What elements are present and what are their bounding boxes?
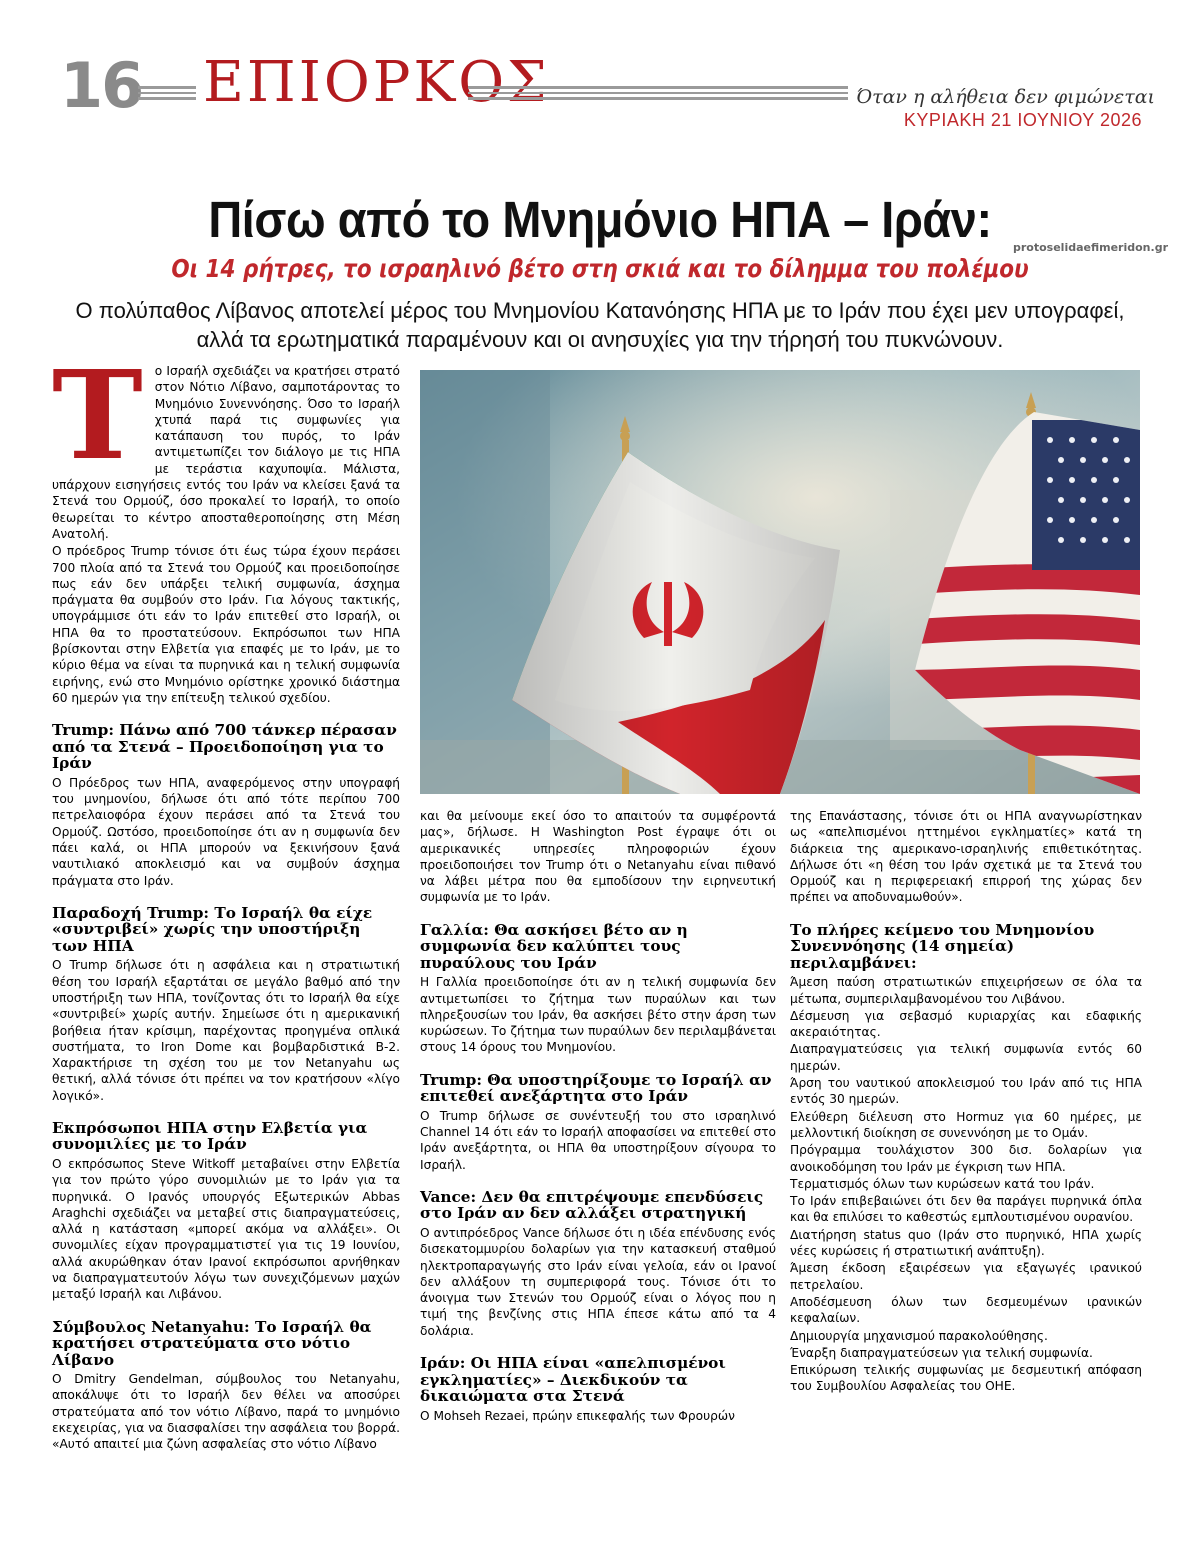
- source-watermark: protoselidaefimeridon.gr: [1013, 241, 1168, 254]
- flags-photo: [420, 370, 1140, 794]
- list-item: Το Ιράν επιβεβαιώνει ότι δεν θα παράγει πυρηνικά όπλα και θα επιλύσει το καθεστώς εμπλουτισμένου ουρανίου.: [790, 1194, 1142, 1225]
- list-item: Άρση του ναυτικού αποκλεισμού του Ιράν από τις ΗΠΑ εντός 30 ημερών.: [790, 1076, 1142, 1107]
- issue-date: ΚΥΡΙΑΚΗ 21 ΙΟΥΝΙΟΥ 2026: [903, 110, 1142, 130]
- article-title: Πίσω από το Μνημόνιο ΗΠΑ – Ιράν:: [208, 191, 992, 248]
- header-rule-left: [138, 86, 196, 100]
- section-heading: Γαλλία: Θα ασκήσει βέτο αν η συμφωνία δεν καλύπτει τους πυραύλους του Ιράν: [420, 920, 688, 972]
- section-heading: Παραδοχή Trump: Το Ισραήλ θα είχε «συντριβεί» χωρίς την υποστήριξη των ΗΠΑ: [52, 903, 373, 955]
- intro-paragraph: ο Ισραήλ σχεδιάζει να κρατήσει στρατό στον Νότιο Λίβανο, σαμποτάροντας το Μνημόνιο Συνεννόησης. Όσο το Ισραήλ χτυπά παρά τις συμφωνίες για κατάπαυση του πυρός, το Ιράν αντιμετωπίζει τον διάλογο με τις ΗΠΑ με τεράστια καχυποψία. Μάλιστα, υπάρχουν εισηγήσεις εντός του Ιράν να κλείσει ξανά τα Στενά του Ορμούζ, όσο προκαλεί το Ισραήλ, το οποίο θεωρείται το κέντρο αποσταθεροποίησης στη Μέση Ανατολή.: [52, 364, 400, 541]
- list-item: Τερματισμός όλων των κυρώσεων κατά του Ιράν.: [790, 1176, 1095, 1191]
- section-text: Ο Trump δήλωσε σε συνέντευξή του στο ισραηλινό Channel 14 ότι εάν το Ισραήλ αποφασίσει να επιτεθεί στο Ιράν ανεξάρτητα, οι ΗΠΑ θα υποστηρίξουν σίγουρα το Ισραήλ.: [420, 1108, 776, 1172]
- section-text-continued: της Επανάστασης, τόνισε ότι οι ΗΠΑ αναγνωρίστηκαν ως «απελπισμένοι ηττημένοι εγκληματίες» κατά τη διάρκεια της αμερικανο-ισραηλινής επιθετικότητας. Δήλωσε ότι «η θέση του Ιράν σχετικά με τα Στενά του Ορμούζ και η περιφερειακή επιρροή της χώρας δεν πρέπει να αποδυναμωθούν».: [790, 809, 1142, 905]
- list-item: Δέσμευση για σεβασμό κυριαρχίας και εδαφικής ακεραιότητας.: [790, 1008, 1142, 1040]
- section-text: Ο Trump δήλωσε ότι η ασφάλεια και η στρατιωτική θέση του Ισραήλ εξαρτάται σε μεγάλο βαθμό από την υποστήριξη των ΗΠΑ, τονίζοντας ότι το Ισραήλ θα είχε «συντριβεί» χωρίς αυτήν. Σημείωσε ότι η αμερικανική βοήθεια ήταν κρίσιμη, παρέχοντας προηγμένα οπλικά συστήματα, το Iron Dome και βομβαρδιστικά Β-2. Χαρακτήρισε τη σχέση του με τον Netanyahu ως θετική, αλλά τόνισε ότι πρέπει να τον κρατήσουν «λίγο λογικό».: [52, 958, 400, 1103]
- section-text: Ο αντιπρόεδρος Vance δήλωσε ότι η ιδέα επένδυσης ενός δισεκατομμυρίου δολαρίων για την κατασκευή σταθμού ηλεκτροπαραγωγής στο Ιράν είναι γελοία, εάν οι Ιρανοί δεν αλλάξουν τη συμπεριφορά τους. Τόνισε ότι το άνοιγμα των Στενών του Ορμούζ είναι ο λόγος που η τιμή της βενζίνης στις ΗΠΑ έπεσε κάτω από τα 4 δολάρια.: [420, 1225, 776, 1338]
- section-text: Ο Dmitry Gendelman, σύμβουλος του Netanyahu, αποκάλυψε ότι το Ισραήλ δεν θέλει να αποσύρει στρατεύματα από τον νότιο Λίβανο, παρά το μνημόνιο εκεχειρίας, για να διασφαλίσει την ασφάλεια του βορρά. «Αυτό απαιτεί μια ζώνη ασφαλείας στο νότιο Λίβανο: [52, 1372, 400, 1452]
- drop-cap: Τ: [52, 343, 143, 487]
- section-text: Ο Mohseh Rezaei, πρώην επικεφαλής των Φρουρών: [420, 1408, 735, 1423]
- section-heading: Εκπρόσωποι ΗΠΑ στην Ελβετία για συνομιλίες με το Ιράν: [52, 1118, 368, 1154]
- motto: Όταν η αλήθεια δεν φιμώνεται: [856, 86, 1155, 108]
- section-heading: Trump: Θα υποστηρίξουμε το Ισραήλ αν επιτεθεί ανεξάρτητα στο Ιράν: [420, 1070, 772, 1106]
- list-item: Δημιουργία μηχανισμού παρακολούθησης.: [790, 1328, 1048, 1343]
- list-item: Επικύρωση τελικής συμφωνίας με δεσμευτική απόφαση του Συμβουλίου Ασφαλείας του ΟΗΕ.: [790, 1363, 1142, 1394]
- memorandum-points-list: [790, 974, 1142, 1394]
- intro-paragraph: Ο πρόεδρος Trump τόνισε ότι έως τώρα έχουν περάσει 700 πλοία από τα Στενά του Ορμούζ και προειδοποίησε πως εάν δεν υπάρξει τελική συμφωνία, άσχημα πράγματα θα συμβούν στο Ιράν. Για λόγους τακτικής, υπογράμμισε ότι εάν το Ιράν επιτεθεί στο Ισραήλ, οι ΗΠΑ θα το προστατεύσουν. Εκπρόσωποι των ΗΠΑ βρίσκονται στην Ελβετία για επαφές με το Ιράν, με το κύριο θέμα να είναι τα πυρηνικά και η τελική συμφωνία ειρήνης, ενώ στο Μνημόνιο ορίστηκε χρονικό διάστημα 60 ημερών για την επίτευξη τελικού σχεδίου.: [52, 544, 400, 705]
- section-heading: Σύμβουλος Netanyahu: Το Ισραήλ θα κρατήσει στρατεύματα στο νότιο Λίβανο: [52, 1317, 372, 1369]
- list-item: Αποδέσμευση όλων των δεσμευμένων ιρανικών κεφαλαίων.: [790, 1294, 1142, 1326]
- list-item: Άμεση έκδοση εξαιρέσεων για εξαγωγές ιρανικού πετρελαίου.: [790, 1261, 1142, 1292]
- list-item: Διατήρηση status quo (Ιράν στο πυρηνικό, ΗΠΑ χωρίς νέες κυρώσεις ή στρατιωτική ανάπτυξη).: [790, 1227, 1142, 1259]
- section-text-continued: και θα μείνουμε εκεί όσο το απαιτούν τα συμφέροντά μας», δήλωσε. Η Washington Post έγραψε ότι οι αμερικανικές υπηρεσίες πληροφοριών έχουν προειδοποιήσει τον Trump ότι ο Netanyahu είναι πιθανό να λάβει μέτρα που θα εμποδίσουν την ειρηνευτική συμφωνία με το Ιράν.: [420, 809, 776, 905]
- section-text: Ο εκπρόσωπος Steve Witkoff μεταβαίνει στην Ελβετία για τον πρώτο γύρο συνομιλιών με το Ιράν για τα πυρηνικά. Ο Ιρανός υπουργός Εξωτερικών Abbas Araghchi σχεδιάζει να μεταβεί στις διαπραγματεύσεις, αλλά η κατάσταση «μπορεί ακόμα να αλλάξει». Οι συνομιλίες είχαν προγραμματιστεί για τις 19 Ιουνίου, αλλά ακυρώθηκαν όταν Ιρανοί εκπρόσωποι αρνήθηκαν να διαπραγματευτούν λόγω των συνεχιζόμενων μαχών μεταξύ Ισραήλ και Λιβάνου.: [52, 1156, 400, 1302]
- page-number: 16: [60, 49, 143, 122]
- article-subtitle: Οι 14 ρήτρες, το ισραηλινό βέτο στη σκιά και το δίλημμα του πολέμου: [171, 254, 1029, 283]
- section-heading: Vance: Δεν θα επιτρέψουμε επενδύσεις στο Ιράν αν δεν αλλάξει στρατηγική: [420, 1187, 764, 1223]
- list-item: Πρόγραμμα τουλάχιστον 300 δισ. δολαρίων για ανοικοδόμηση του Ιράν με έγκριση των ΗΠΑ.: [790, 1143, 1142, 1174]
- article-lead: Ο πολύπαθος Λίβανος αποτελεί μέρος του Μνημονίου Κατανόησης ΗΠΑ με το Ιράν που έχει μεν υπογραφεί, αλλά τα ερωτηματικά παραμένουν και οι ανησυχίες για την τήρησή του πυκνώνουν.: [75, 298, 1125, 352]
- list-item: Έναρξη διαπραγματεύσεων για τελική συμφωνία.: [790, 1345, 1093, 1360]
- column-3: [790, 808, 1142, 1396]
- column-1: [52, 343, 400, 1454]
- column-2: [420, 808, 776, 1425]
- section-heading: Trump: Πάνω από 700 τάνκερ πέρασαν από τα Στενά – Προειδοποίηση για το Ιράν: [52, 721, 397, 773]
- list-item: Άμεση παύση στρατιωτικών επιχειρήσεων σε όλα τα μέτωπα, συμπεριλαμβανομένου του Λιβάνου.: [790, 975, 1142, 1006]
- masthead: ΕΠΙΟΡΚΟΣ: [203, 50, 550, 115]
- list-item: Ελεύθερη διέλευση στο Hormuz για 60 ημέρες, με μελλοντική διοίκηση σε συνεννόηση με το Ομάν.: [790, 1109, 1142, 1140]
- section-heading: Το πλήρες κείμενο του Μνημονίου Συνεννόησης (14 σημεία) περιλαμβάνει:: [790, 920, 1095, 972]
- section-text: Ο Πρόεδρος των ΗΠΑ, αναφερόμενος στην υπογραφή του μνημονίου, δήλωσε ότι από τότε περίπου 700 πετρελαιοφόρα έχουν περάσει από τα Στενά του Ορμούζ. Ωστόσο, προειδοποίησε ότι αν η συμφωνία δεν πάει καλά, οι ΗΠΑ μπορούν να ξεκινήσουν ξανά ναυτιλιακό αποκλεισμό και να συμβούν άσχημα πράγματα στο Ιράν.: [52, 775, 400, 888]
- list-item: Διαπραγματεύσεις για τελική συμφωνία εντός 60 ημερών.: [790, 1042, 1142, 1073]
- section-heading: Ιράν: Οι ΗΠΑ είναι «απελπισμένοι εγκληματίες» – Διεκδικούν τα δικαιώματα στα Στενά: [420, 1354, 726, 1406]
- header-rule-right: [468, 86, 848, 100]
- section-text: Η Γαλλία προειδοποίησε ότι αν η τελική συμφωνία δεν αντιμετωπίσει το ζήτημα των πυραύλων και των πληρεξουσίων του Ιράν, θα ασκήσει βέτο στην άρση των κυρώσεων. Το ζήτημα των πυραύλων δεν περιλαμβάνεται στους 14 όρους του Μνημονίου.: [420, 975, 776, 1055]
